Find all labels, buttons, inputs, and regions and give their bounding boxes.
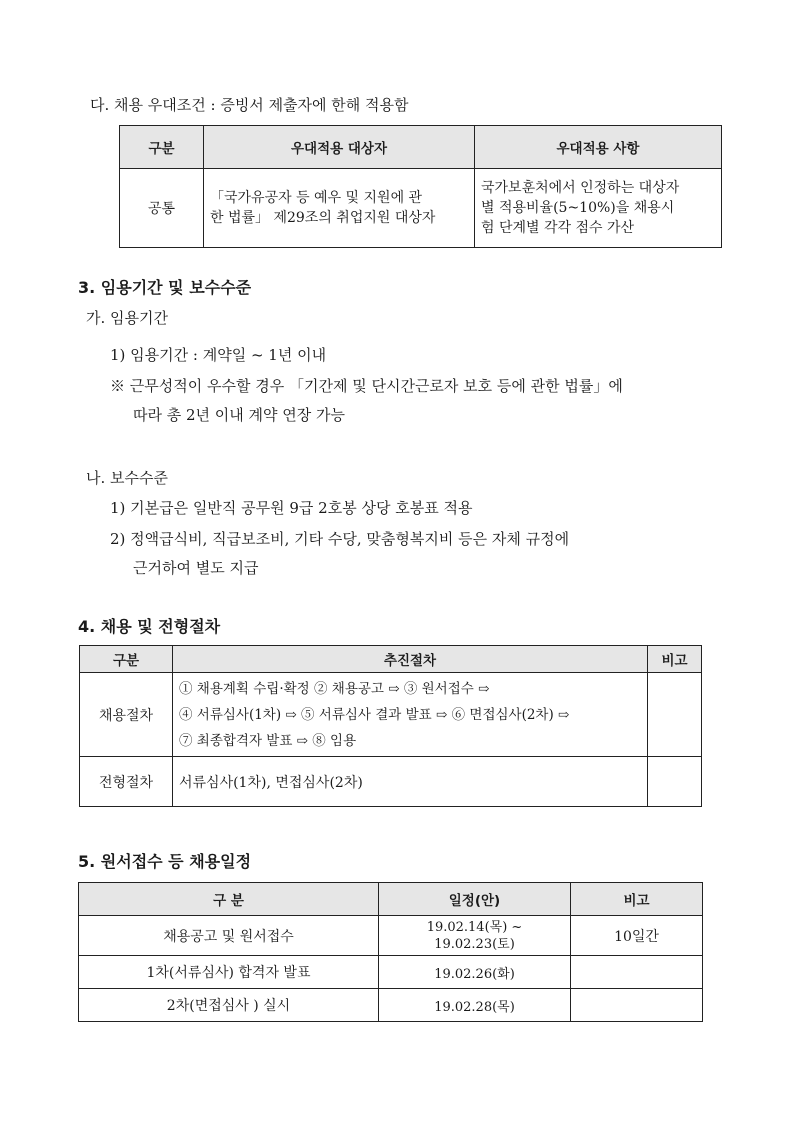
column-header: 비고 <box>571 883 703 916</box>
detail-line: 험 단계별 각각 점수 가산 <box>481 220 635 236</box>
preference-table <box>119 125 722 248</box>
target-cell <box>204 169 475 248</box>
column-header: 일정(안) <box>379 883 571 916</box>
term-note-continued: 따라 총 2년 이내 계약 연장 가능 <box>133 406 346 424</box>
procedure-line: ⑦ 최종합격자 발표 ⇨ ⑧ 임용 <box>179 732 357 749</box>
table-header-row <box>80 646 702 673</box>
column-header: 구분 <box>80 646 173 673</box>
term-note: ※ 근무성적이 우수할 경우 「기간제 및 단시간근로자 보호 등에 관한 법률」에 <box>110 377 623 395</box>
note-cell <box>648 673 702 757</box>
procedure-table <box>79 645 702 807</box>
note-cell <box>571 956 703 989</box>
column-header: 비고 <box>648 646 702 673</box>
pay-item-continued: 근거하여 별도 지급 <box>133 559 259 577</box>
schedule-cell: 19.02.26(화) <box>379 956 571 989</box>
pay-item: 1) 기본급은 일반직 공무원 9급 2호봉 상당 호봉표 적용 <box>110 499 473 517</box>
category-cell: 1차(서류심사) 합격자 발표 <box>79 956 379 989</box>
table-row <box>79 956 703 989</box>
note-cell <box>648 757 702 807</box>
note-cell <box>571 989 703 1022</box>
schedule-table <box>78 882 703 1022</box>
table-header-row <box>79 883 703 916</box>
category-cell: 전형절차 <box>80 757 173 807</box>
table-row <box>80 673 702 757</box>
procedure-cell: 서류심사(1차), 면접심사(2차) <box>173 757 648 807</box>
category-cell: 2차(면접심사 ) 실시 <box>79 989 379 1022</box>
column-header: 구 분 <box>79 883 379 916</box>
schedule-line: 19.02.23(토) <box>434 936 515 952</box>
column-header: 추진절차 <box>173 646 648 673</box>
column-header: 우대적용 사항 <box>475 126 722 169</box>
procedure-cell <box>173 673 648 757</box>
detail-line: 국가보훈처에서 인정하는 대상자 <box>481 180 680 196</box>
category-cell: 공통 <box>120 169 204 248</box>
schedule-cell: 19.02.28(목) <box>379 989 571 1022</box>
pay-heading: 나. 보수수준 <box>86 469 168 487</box>
section-4-title: 4. 채용 및 전형절차 <box>78 617 221 636</box>
table-row <box>80 757 702 807</box>
pay-item: 2) 정액급식비, 직급보조비, 기타 수당, 맞춤형복지비 등은 자체 규정에 <box>110 530 570 548</box>
procedure-line: ① 채용계획 수립·확정 ② 채용공고 ⇨ ③ 원서접수 ⇨ <box>179 680 490 697</box>
column-header: 우대적용 대상자 <box>204 126 475 169</box>
category-cell: 채용공고 및 원서접수 <box>79 916 379 956</box>
procedure-line: ④ 서류심사(1차) ⇨ ⑤ 서류심사 결과 발표 ⇨ ⑥ 면접심사(2차) ⇨ <box>179 706 570 723</box>
detail-line: 별 적용비율(5~10%)을 채용시 <box>481 200 675 216</box>
detail-cell <box>475 169 722 248</box>
table-row <box>120 169 722 248</box>
target-line: 한 법률」 제29조의 취업지원 대상자 <box>210 210 436 226</box>
note-cell: 10일간 <box>571 916 703 956</box>
section-3-title: 3. 임용기간 및 보수수준 <box>78 278 252 297</box>
schedule-cell <box>379 916 571 956</box>
preference-heading: 다. 채용 우대조건 : 증빙서 제출자에 한해 적용함 <box>90 96 409 114</box>
column-header: 구분 <box>120 126 204 169</box>
table-header-row <box>120 126 722 169</box>
target-line: 「국가유공자 등 예우 및 지원에 관 <box>210 190 423 206</box>
term-item: 1) 임용기간 : 계약일 ~ 1년 이내 <box>110 346 327 364</box>
category-cell: 채용절차 <box>80 673 173 757</box>
schedule-line: 19.02.14(목) ~ <box>426 919 523 935</box>
term-heading: 가. 임용기간 <box>86 309 168 327</box>
table-row <box>79 916 703 956</box>
section-5-title: 5. 원서접수 등 채용일정 <box>78 852 252 871</box>
table-row <box>79 989 703 1022</box>
